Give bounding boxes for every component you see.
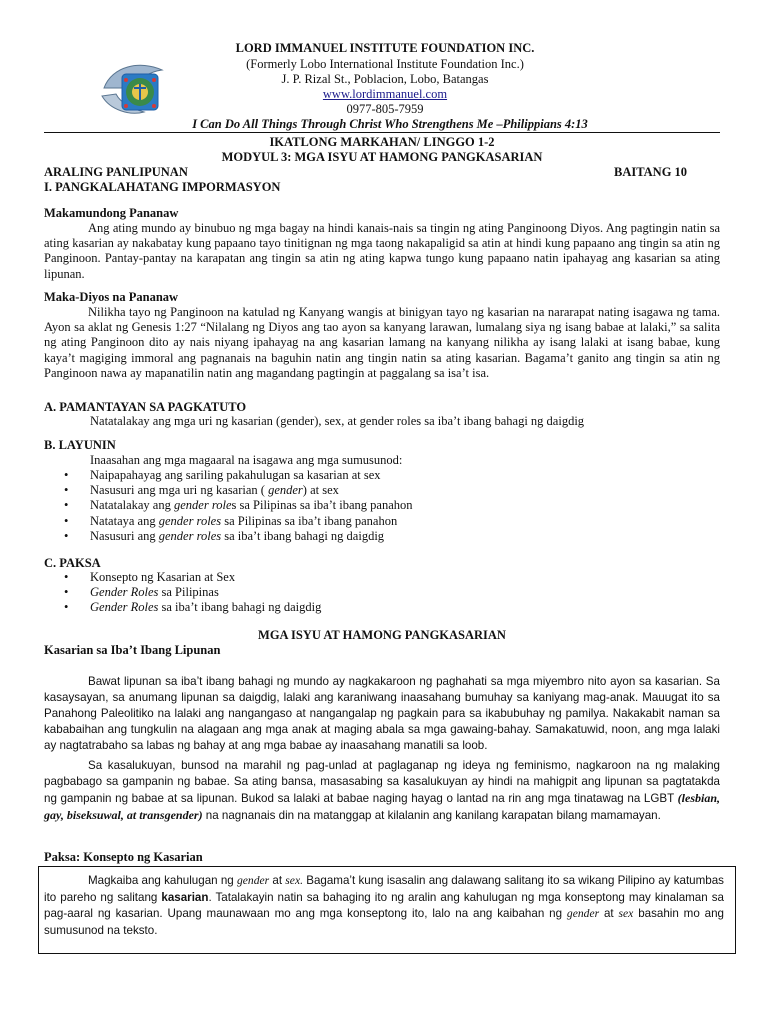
issues-subheading: Kasarian sa Iba’t Ibang Lipunan: [44, 643, 221, 657]
subject-label: ARALING PANLIPUNAN: [44, 165, 188, 179]
topic-item: [64, 600, 321, 615]
org-phone: 0977-805-7959: [346, 102, 424, 116]
godly-view-body: Nilikha tayo ng Panginoon na katulad ng Kanyang wangis at binigyan tayo ng kasarian na nararapat nating isagawa ng tama. Ayon sa aklat ng Genesis 1:27 “Nilalang ng Diyos ang tao ayon sa kanyang larawan, lumalang siya ng isang babae at lalaki,” sa salita ng ating Panginoon dito ay nais niyang ipahayag na ang kasarian lamang na kanyang nilikha ay isang lalaki at isang babae, kung kaya’t magiging immoral ang pagnanais na baguhin natin ang tingin natin sa ating kasarian. Bagama’t ganito ang tingin sa atin ng Panginoon nawa ay mapanatilin natin ang magandang pagtingin at paggalang sa isa’t isa.: [44, 305, 720, 380]
bullet-dot-icon: •: [64, 528, 69, 543]
org-former-name: (Formerly Lobo International Institute Foundation Inc.): [246, 57, 524, 71]
topic-item: [64, 570, 235, 585]
issues-paragraph-2: Sa kasalukuyan, bunsod na marahil ng pag-unlad at paglaganap ng ideya ng feminismo, nagkaroon na ng malaking pagbabago sa gampanin ng babae. Sa ating bansa, masasabing sa kasalukuyan ay hindi na mahigpit ang lipunan sa pagtatakda ng gampanin ng babae at sa lipunan. Bukod sa lalaki at babae naging hayag o lantad na rin ang mga tinatawag na LGBT (lesbian, gay, biseksuwal, at transgender) na nagnanais din na matanggap at kilalanin ang kanilang karapatan bilang mamamayan.: [44, 759, 720, 822]
godly-view-heading: Maka-Diyos na Pananaw: [44, 290, 179, 304]
worldly-view-heading: Makamundong Pananaw: [44, 206, 179, 220]
learning-standard-heading: A. PAMANTAYAN SA PAGKATUTO: [44, 400, 247, 414]
bullet-dot-icon: •: [64, 513, 69, 528]
objective-item-post: ) at sex: [302, 483, 339, 498]
grade-label: BAITANG 10: [614, 165, 688, 179]
org-name: LORD IMMANUEL INSTITUTE FOUNDATION INC.: [235, 41, 535, 55]
objective-item: [64, 483, 339, 498]
topic-item-pre: Konsepto ng Kasarian at Sex: [90, 570, 236, 584]
topic-item-post: sa Pilipinas: [158, 585, 219, 600]
objective-item-pre: Natataya ang: [90, 513, 159, 528]
bullet-dot-icon: •: [64, 468, 69, 482]
bullet-dot-icon: •: [64, 483, 69, 498]
quarter-title: IKATLONG MARKAHAN/ LINGGO 1-2: [269, 135, 495, 149]
objective-item-pre: Naipapahayag ang sariling pakahulugan sa kasarian at sex: [90, 468, 381, 482]
objective-item-em: gender: [268, 483, 303, 498]
worldly-view-body: Ang ating mundo ay binubuo ng mga bagay na hindi kanais-nais sa tingin ng ating Panginoong Diyos. Ang pagtingin natin sa ating kasarian ay nakabatay kung papaano tayo tinitignan ng mga taong nakapaligid sa atin at hindi kung papaano ang tingin sa atin ng Panginoon. Pantay-pantay na karapatan ang tingin sa atin ng ating kapwa tungo kung papaano natin ipahayag ang kasarian sa ating lipunan.: [44, 221, 720, 281]
objectives-heading: B. LAYUNIN: [44, 438, 116, 452]
objective-item-pre: Nasusuri ang: [90, 528, 159, 543]
section-general-info: I. PANGKALAHATANG IMPORMASYON: [44, 180, 281, 194]
objective-item-em: gender roles: [158, 528, 222, 543]
header-divider: [44, 132, 720, 133]
objective-item-post: s sa Pilipinas sa iba’t ibang panahon: [231, 498, 413, 513]
bullet-dot-icon: •: [64, 585, 69, 600]
org-address: J. P. Rizal St., Poblacion, Lobo, Batangas: [281, 72, 489, 86]
concept-body: Magkaiba ang kahulugan ng gender at sex. Bagama’t kung isasalin ang dalawang salitang ito sa wikang Pilipino ay katumbas ito pareho ng salitang kasarian. Tatalakayin natin sa bahaging ito ng aralin ang kahulugan ng mga konseptong may kinalaman sa pag-aaral ng kasarian. Upang maunawaan mo ang mga konseptong ito, lalo na ang kaibahan ng gender at sex basahin mo ang sumusunod na teksto.: [44, 874, 724, 937]
objective-item-pre: Nasusuri ang mga uri ng kasarian (: [90, 483, 269, 498]
topic-item-em: Gender Roles: [90, 585, 159, 600]
objective-item: [64, 514, 397, 529]
objectives-intro: Inaasahan ang mga magaaral na isagawa ang mga sumusunod:: [90, 453, 403, 467]
org-website-link[interactable]: www.lordimmanuel.com: [322, 87, 448, 101]
topic-item-post: sa iba’t ibang bahagi ng daigdig: [158, 600, 322, 615]
bullet-dot-icon: •: [64, 600, 69, 615]
concept-heading: Paksa: Konsepto ng Kasarian: [44, 850, 203, 864]
objective-item-post: sa Pilipinas sa iba’t ibang panahon: [221, 513, 398, 528]
issues-paragraph-1: Bawat lipunan sa iba’t ibang bahagi ng mundo ay nagkakaroon ng paghahati sa mga miyembro nito ayon sa kasarian. Sa kasaysayan, sa anumang lipunan sa daigdig, lalaki ang karaniwang inaasahang bumuhay sa kaniyang mag-anak. Mauugat ito sa Panahong Paleolitiko na lalaki ang nangangaso at nangangalap ng pagkain para sa ikabubuhay ng pamilya. Nakakabit naman sa kababaihan ang tungkulin na alagaan ang mga anak at maging abala sa mga gawaing-bahay. Samakatuwid, noon, ang mga lalaki ay nagtatrabaho sa labas ng bahay at ang mga babae ay inaasahang manatili sa loob.: [44, 675, 720, 752]
objective-item-pre: Natatalakay ang: [90, 498, 174, 513]
objective-item-em: gender role: [173, 498, 232, 513]
topic-heading: C. PAKSA: [44, 556, 101, 570]
objective-item: [64, 498, 413, 513]
module-title: MODYUL 3: MGA ISYU AT HAMONG PANGKASARIAN: [221, 150, 543, 164]
objective-item-em: gender roles: [158, 513, 222, 528]
school-motto: I Can Do All Things Through Christ Who Strengthens Me –Philippians 4:13: [192, 117, 588, 131]
learning-standard-body: Natatalakay ang mga uri ng kasarian (gender), sex, at gender roles sa iba’t ibang bahagi ng daigdig: [90, 414, 585, 428]
topic-item: [64, 585, 219, 600]
bullet-dot-icon: •: [64, 570, 69, 584]
objective-item: [64, 529, 384, 544]
objective-item-post: sa iba’t ibang bahagi ng daigdig: [221, 528, 385, 543]
objective-item: [64, 468, 381, 483]
bullet-dot-icon: •: [64, 498, 69, 513]
topic-item-em: Gender Roles: [90, 600, 159, 615]
issues-heading: MGA ISYU AT HAMONG PANGKASARIAN: [258, 628, 506, 642]
